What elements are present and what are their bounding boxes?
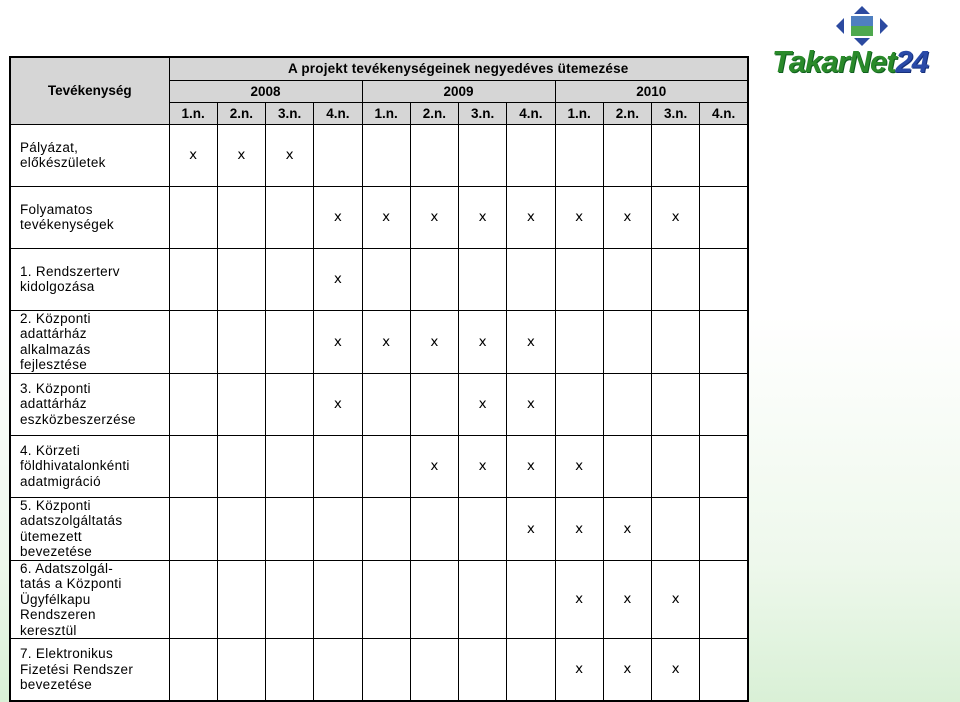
schedule-mark-cell: x [459, 186, 507, 248]
schedule-empty-cell [700, 373, 748, 435]
schedule-empty-cell [459, 124, 507, 186]
schedule-empty-cell [362, 435, 410, 497]
schedule-empty-cell [362, 373, 410, 435]
schedule-mark-cell: x [459, 435, 507, 497]
quarter-header: 2.n. [217, 102, 265, 124]
schedule-mark-cell: x [555, 560, 603, 639]
schedule-empty-cell [217, 186, 265, 248]
schedule-empty-cell [314, 435, 362, 497]
schedule-empty-cell [217, 560, 265, 639]
schedule-empty-cell [555, 248, 603, 310]
schedule-empty-cell [266, 497, 314, 560]
activity-label: 5. Központi adatszolgáltatás ütemezett bevezetése [10, 497, 169, 560]
schedule-mark-cell: x [652, 186, 700, 248]
schedule-mark-cell: x [410, 310, 458, 373]
schedule-empty-cell [266, 310, 314, 373]
schedule-mark-cell: x [555, 435, 603, 497]
schedule-empty-cell [362, 248, 410, 310]
schedule-mark-cell: x [555, 497, 603, 560]
table-row [10, 373, 748, 435]
quarter-header: 3.n. [652, 102, 700, 124]
schedule-empty-cell [410, 639, 458, 701]
schedule-empty-cell [362, 560, 410, 639]
schedule-empty-cell [169, 373, 217, 435]
schedule-empty-cell [603, 248, 651, 310]
activity-label: 7. Elektronikus Fizetési Rendszer bevezetése [10, 639, 169, 701]
schedule-empty-cell [266, 248, 314, 310]
schedule-empty-cell [362, 124, 410, 186]
schedule-mark-cell: x [652, 639, 700, 701]
schedule-empty-cell [314, 497, 362, 560]
activity-label: 6. Adatszolgál- tatás a Központi Ügyfélkapu Rendszeren keresztül [10, 560, 169, 639]
schedule-mark-cell: x [507, 497, 555, 560]
table-row [10, 560, 748, 639]
schedule-empty-cell [169, 497, 217, 560]
schedule-empty-cell [169, 560, 217, 639]
schedule-mark-cell: x [603, 560, 651, 639]
table-row [10, 186, 748, 248]
schedule-empty-cell [314, 124, 362, 186]
schedule-mark-cell: x [459, 310, 507, 373]
arrows-diamond-icon [834, 2, 894, 48]
schedule-empty-cell [410, 124, 458, 186]
schedule-empty-cell [603, 310, 651, 373]
schedule-mark-cell: x [410, 435, 458, 497]
schedule-empty-cell [700, 639, 748, 701]
schedule-empty-cell [507, 248, 555, 310]
schedule-mark-cell: x [459, 373, 507, 435]
schedule-mark-cell: x [507, 186, 555, 248]
quarter-header: 2.n. [603, 102, 651, 124]
activity-label: 2. Központi adattárház alkalmazás fejlesztése [10, 310, 169, 373]
quarter-header: 1.n. [555, 102, 603, 124]
schedule-empty-cell [507, 124, 555, 186]
schedule-empty-cell [362, 639, 410, 701]
schedule-empty-cell [652, 373, 700, 435]
year-header-2009: 2009 [362, 80, 555, 102]
schedule-empty-cell [266, 560, 314, 639]
schedule-empty-cell [217, 310, 265, 373]
schedule-mark-cell: x [652, 560, 700, 639]
table-row [10, 124, 748, 186]
activity-label: Folyamatos tevékenységek [10, 186, 169, 248]
table-row [10, 639, 748, 701]
schedule-empty-cell [217, 497, 265, 560]
schedule-mark-cell: x [362, 186, 410, 248]
schedule-empty-cell [314, 639, 362, 701]
schedule-empty-cell [459, 560, 507, 639]
schedule-mark-cell: x [507, 435, 555, 497]
quarter-header: 2.n. [410, 102, 458, 124]
schedule-empty-cell [410, 497, 458, 560]
schedule-empty-cell [652, 310, 700, 373]
schedule-mark-cell: x [603, 497, 651, 560]
schedule-mark-cell: x [314, 373, 362, 435]
schedule-empty-cell [217, 435, 265, 497]
schedule-mark-cell: x [314, 248, 362, 310]
table-row [10, 248, 748, 310]
schedule-empty-cell [266, 639, 314, 701]
schedule-empty-cell [459, 248, 507, 310]
schedule-mark-cell: x [555, 186, 603, 248]
schedule-mark-cell: x [603, 186, 651, 248]
schedule-empty-cell [410, 560, 458, 639]
schedule-table [9, 56, 749, 702]
schedule-empty-cell [555, 124, 603, 186]
schedule-mark-cell: x [169, 124, 217, 186]
schedule-empty-cell [555, 373, 603, 435]
schedule-empty-cell [507, 639, 555, 701]
takarnet24-logo [772, 2, 956, 82]
schedule-empty-cell [700, 310, 748, 373]
schedule-empty-cell [652, 435, 700, 497]
table-row [10, 310, 748, 373]
table-title: A projekt tevékenységeinek negyedéves ütemezése [169, 57, 748, 80]
logo-text-number: 24 [895, 44, 929, 79]
activity-column-header: Tevékenység [10, 57, 169, 124]
logo-text-main: TakarNet [772, 44, 896, 79]
quarter-header: 4.n. [314, 102, 362, 124]
schedule-mark-cell: x [314, 310, 362, 373]
schedule-empty-cell [700, 435, 748, 497]
schedule-empty-cell [169, 248, 217, 310]
schedule-empty-cell [459, 497, 507, 560]
schedule-empty-cell [266, 435, 314, 497]
activity-label: 3. Központi adattárház eszközbeszerzése [10, 373, 169, 435]
schedule-empty-cell [410, 373, 458, 435]
year-header-2010: 2010 [555, 80, 748, 102]
schedule-empty-cell [314, 560, 362, 639]
schedule-empty-cell [217, 248, 265, 310]
schedule-empty-cell [362, 497, 410, 560]
logo-wordmark [772, 44, 928, 80]
activity-label: 4. Körzeti földhivatalonkénti adatmigráció [10, 435, 169, 497]
schedule-empty-cell [266, 186, 314, 248]
schedule-empty-cell [459, 639, 507, 701]
schedule-empty-cell [652, 497, 700, 560]
schedule-empty-cell [700, 186, 748, 248]
quarter-header: 1.n. [362, 102, 410, 124]
quarter-header: 3.n. [266, 102, 314, 124]
schedule-empty-cell [169, 435, 217, 497]
year-header-2008: 2008 [169, 80, 362, 102]
schedule-mark-cell: x [266, 124, 314, 186]
schedule-empty-cell [217, 639, 265, 701]
schedule-empty-cell [700, 248, 748, 310]
schedule-mark-cell: x [217, 124, 265, 186]
quarter-header: 4.n. [507, 102, 555, 124]
schedule-empty-cell [169, 186, 217, 248]
quarter-header: 1.n. [169, 102, 217, 124]
schedule-mark-cell: x [314, 186, 362, 248]
schedule-empty-cell [555, 310, 603, 373]
schedule-empty-cell [652, 248, 700, 310]
schedule-mark-cell: x [507, 310, 555, 373]
schedule-empty-cell [603, 124, 651, 186]
table-row [10, 497, 748, 560]
schedule-empty-cell [266, 373, 314, 435]
schedule-mark-cell: x [362, 310, 410, 373]
activity-label: Pályázat, előkészületek [10, 124, 169, 186]
schedule-empty-cell [410, 248, 458, 310]
schedule-empty-cell [652, 124, 700, 186]
quarter-header: 4.n. [700, 102, 748, 124]
schedule-empty-cell [603, 373, 651, 435]
schedule-mark-cell: x [507, 373, 555, 435]
schedule-empty-cell [700, 497, 748, 560]
schedule-empty-cell [507, 560, 555, 639]
activity-label: 1. Rendszerterv kidolgozása [10, 248, 169, 310]
schedule-empty-cell [700, 124, 748, 186]
schedule-mark-cell: x [410, 186, 458, 248]
schedule-mark-cell: x [555, 639, 603, 701]
schedule-empty-cell [217, 373, 265, 435]
quarter-header: 3.n. [459, 102, 507, 124]
schedule-empty-cell [169, 310, 217, 373]
schedule-empty-cell [169, 639, 217, 701]
schedule-empty-cell [700, 560, 748, 639]
table-row [10, 435, 748, 497]
schedule-table-body [10, 57, 748, 701]
schedule-mark-cell: x [603, 639, 651, 701]
schedule-empty-cell [603, 435, 651, 497]
